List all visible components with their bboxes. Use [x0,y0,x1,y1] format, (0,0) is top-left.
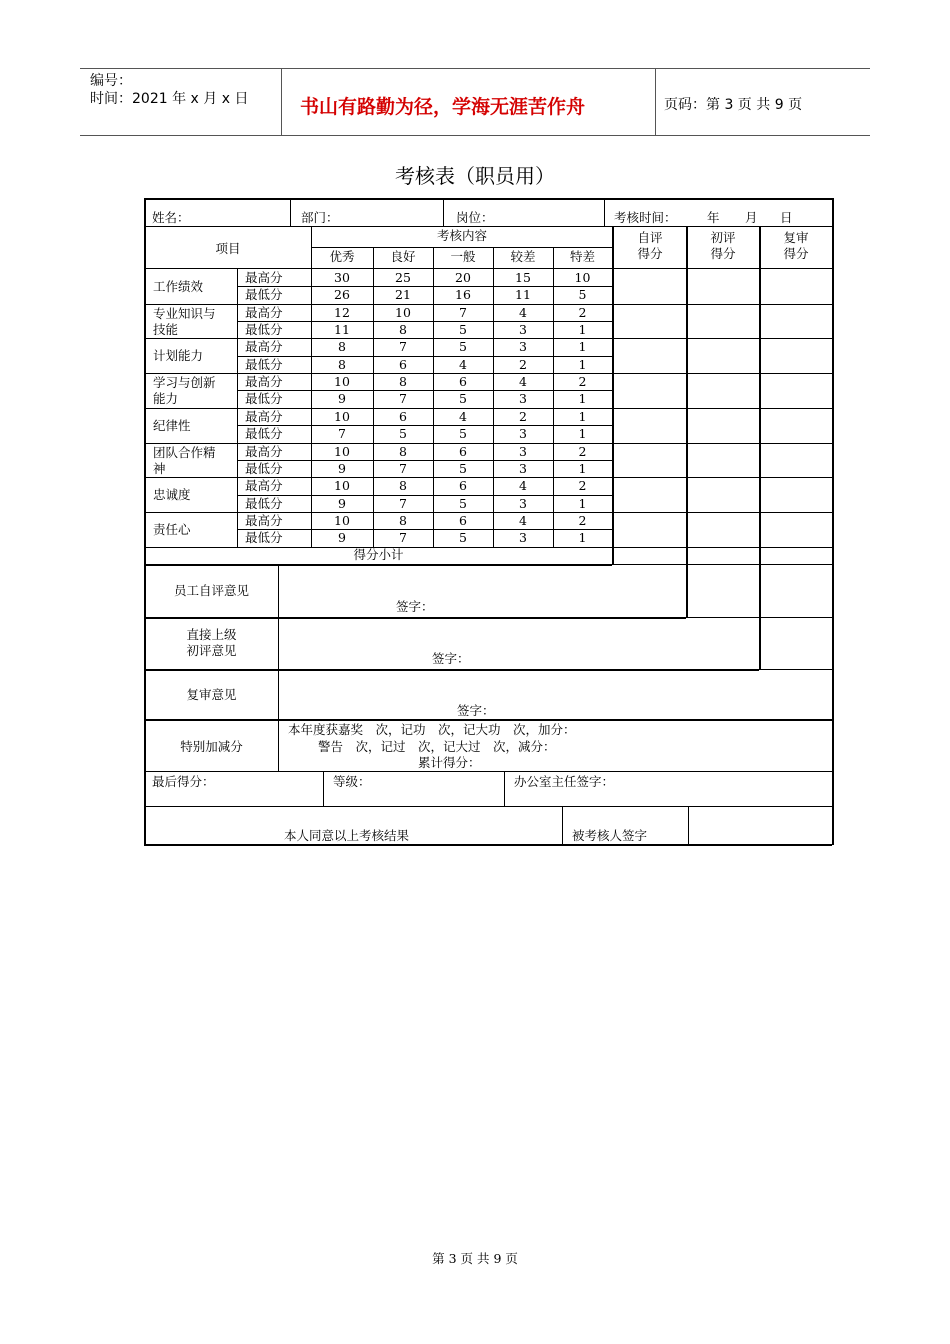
score-cell: 25 [395,270,411,285]
score-cell: 9 [338,391,346,407]
grade-header-2: 一般 [450,249,476,264]
score-cell: 7 [338,426,346,442]
min-score-label: 最低分 [245,356,283,372]
score-cell: 4 [519,374,527,390]
score-cell: 5 [459,322,467,338]
year-label: 年 [707,210,720,225]
item-name-line: 忠诚度 [153,487,191,503]
score-cell: 3 [519,339,527,355]
table-rule [759,669,832,670]
self-opinion-label: 员工自评意见 [173,583,249,598]
subtotal-label: 得分小计 [353,547,404,562]
doc-time-label: 时间：2021 年 x 月 x 日 [90,91,249,107]
score-cell: 10 [334,443,350,459]
grade-header-1: 良好 [390,249,416,264]
max-score-label: 最高分 [245,408,283,424]
table-rule [604,198,605,226]
score-cell: 2 [578,478,587,494]
table-rule [144,564,612,566]
score-cell: 4 [459,408,467,424]
score-cell: 8 [399,374,407,390]
table-rule [237,460,612,461]
score-cell: 7 [399,495,407,511]
review-score-header: 复审 得分 [783,230,809,261]
eval-time-label: 考核时间： [614,210,677,225]
table-rule [144,617,686,619]
score-cell: 21 [395,287,411,303]
item-name-line: 能力 [153,391,179,407]
superior-opinion-sign: 签字： [432,651,470,666]
table-rule [237,321,612,322]
item-name-line: 工作绩效 [153,279,204,294]
score-cell: 5 [459,530,467,546]
item-name-line: 专业知识与 [153,305,216,321]
max-score-label: 最高分 [245,512,283,528]
score-cell: 10 [334,478,350,494]
month-label: 月 [745,210,758,225]
max-score-label: 最高分 [245,339,283,355]
dept-field-label: 部门： [301,210,339,225]
item-name [153,348,203,364]
score-cell: 7 [399,530,407,546]
table-rule [612,268,832,269]
self-opinion-sign: 签字： [396,599,434,614]
score-cell: 10 [395,304,411,320]
min-score-label: 最低分 [245,460,283,476]
max-score-label: 最高分 [245,304,283,320]
score-cell: 5 [459,339,467,355]
max-score-label: 最高分 [245,478,283,494]
table-rule [323,771,324,806]
review-opinion-label: 复审意见 [186,687,237,702]
header-divider [281,68,282,136]
score-cell: 4 [459,356,467,372]
score-cell: 2 [578,374,587,390]
doc-number-label: 编号： [90,73,132,89]
score-cell: 3 [519,322,527,338]
score-cell: 16 [455,287,471,303]
score-cell: 6 [399,356,407,372]
table-rule [688,806,689,845]
table-rule [144,806,832,807]
min-score-label: 最低分 [245,530,283,546]
score-cell: 9 [338,530,346,546]
header-bottom-rule [80,135,870,136]
grade-label: 等级： [333,774,371,789]
score-cell: 1 [578,408,587,424]
min-score-label: 最低分 [245,495,283,511]
agree-statement: 本人同意以上考核结果 [284,828,410,843]
score-cell: 7 [399,460,407,476]
max-score-label: 最高分 [245,443,283,459]
item-name [153,279,203,295]
score-cell: 9 [338,495,346,511]
item-name-line: 学习与创新 [153,375,216,391]
score-cell: 1 [578,339,587,355]
review-opinion-sign: 签字： [457,703,495,718]
score-cell: 12 [334,304,350,320]
score-cell: 20 [455,270,471,285]
item-name-line: 责任心 [153,521,191,537]
content-header: 考核内容 [436,228,487,243]
score-cell: 7 [399,339,407,355]
score-cell: 1 [578,322,587,338]
page-footer: 第 3 页 共 9 页 [432,1251,518,1266]
score-cell: 3 [519,443,527,459]
table-rule [237,356,612,357]
item-name [153,522,191,538]
score-cell: 2 [519,408,527,424]
table-rule [562,806,563,845]
table-rule [278,564,279,771]
score-cell: 10 [574,270,591,285]
min-score-label: 最低分 [245,322,283,338]
score-cell: 7 [399,391,407,407]
score-cell: 4 [519,512,527,528]
superior-opinion-label: 直接上级 初评意见 [186,627,237,658]
score-cell: 6 [399,408,407,424]
score-cell: 5 [459,426,467,442]
table-rule [144,226,832,227]
item-name-line: 技能 [153,321,179,337]
page-info: 页码：第 3 页 共 9 页 [664,97,803,113]
score-cell: 1 [578,460,587,476]
score-cell: 8 [399,478,407,494]
min-score-label: 最低分 [245,391,283,407]
score-cell: 8 [399,512,407,528]
score-cell: 8 [338,356,346,372]
examinee-sign-label: 被考核人签字 [572,828,648,843]
item-header: 项目 [215,241,241,256]
score-cell: 1 [578,391,587,407]
name-field-label: 姓名： [152,210,190,225]
score-cell: 6 [459,512,467,528]
day-label: 日 [780,210,793,225]
first-score-header: 初评 得分 [710,230,736,261]
table-rule [612,564,832,565]
special-total-line: 累计得分： [418,755,481,770]
table-rule [144,268,612,269]
table-rule [290,198,291,226]
score-cell: 1 [578,530,587,546]
min-score-label: 最低分 [245,426,283,442]
table-rule [686,617,832,618]
score-cell: 6 [459,443,467,459]
table-rule [237,495,612,496]
score-cell: 10 [334,408,350,424]
item-name-line: 计划能力 [153,348,204,364]
score-cell: 11 [334,322,350,338]
score-cell: 5 [399,426,407,442]
score-cell: 3 [519,530,527,546]
item-name-line: 纪律性 [153,417,191,433]
score-cell: 9 [338,460,346,476]
score-cell: 7 [459,304,467,320]
item-name-line: 神 [153,460,166,476]
score-cell: 30 [334,270,350,285]
table-rule [144,844,832,846]
grade-header-3: 较差 [510,249,536,264]
score-cell: 3 [519,460,527,476]
table-rule [144,669,759,671]
score-cell: 4 [519,304,527,320]
table-rule [237,529,612,530]
score-cell: 11 [515,287,531,303]
score-cell: 6 [459,478,467,494]
final-score-label: 最后得分： [152,774,215,789]
item-name [153,306,216,338]
max-score-label: 最高分 [245,374,283,390]
header-divider [655,68,656,136]
score-cell: 6 [459,374,467,390]
table-rule [144,719,832,721]
table-rule [759,226,761,669]
score-cell: 5 [459,391,467,407]
table-rule [237,268,238,547]
score-cell: 8 [399,443,407,459]
score-cell: 3 [519,391,527,407]
table-rule [443,198,444,226]
special-penalty-line: 警告 次，记过 次，记大过 次，减分： [318,739,556,754]
table-rule [237,390,612,391]
score-cell: 3 [519,495,527,511]
score-cell: 10 [334,374,350,390]
table-rule [311,247,612,248]
table-rule [237,425,612,426]
table-rule [686,226,688,617]
post-field-label: 岗位： [456,210,494,225]
header-top-rule [80,68,870,69]
min-score-label: 最低分 [245,287,283,303]
score-cell: 4 [519,478,527,494]
item-name-line: 团队合作精 [153,444,216,460]
score-cell: 2 [519,356,527,372]
table-rule [237,286,612,287]
item-name [153,375,216,407]
special-adjust-label: 特别加减分 [180,739,243,754]
max-score-label: 最高分 [245,270,283,285]
page-title: 考核表（职员用） [395,164,555,188]
score-cell: 2 [578,512,587,528]
table-rule [144,771,832,772]
score-cell: 10 [334,512,350,528]
grade-header-0: 优秀 [329,249,355,264]
score-cell: 2 [578,304,587,320]
score-cell: 1 [578,426,587,442]
header-motto: 书山有路勤为径，学海无涯苦作舟 [300,96,586,118]
table-rule [144,198,832,200]
table-rule [832,198,834,845]
item-name [153,445,216,477]
score-cell: 26 [334,287,350,303]
table-rule [612,226,614,565]
item-name [153,487,191,503]
score-cell: 5 [459,460,467,476]
special-bonus-line: 本年度获嘉奖 次，记功 次，记大功 次，加分： [288,722,576,737]
score-cell: 1 [578,356,587,372]
office-sign-label: 办公室主任签字： [514,774,615,789]
score-cell: 5 [578,287,587,303]
item-name [153,418,191,434]
self-score-header: 自评 得分 [637,230,663,261]
score-cell: 5 [459,495,467,511]
score-cell: 1 [578,495,587,511]
score-cell: 15 [515,270,531,285]
score-cell: 8 [399,322,407,338]
score-cell: 3 [519,426,527,442]
score-cell: 8 [338,339,346,355]
score-cell: 2 [578,443,587,459]
table-rule [504,771,505,806]
grade-header-4: 特差 [569,249,595,264]
